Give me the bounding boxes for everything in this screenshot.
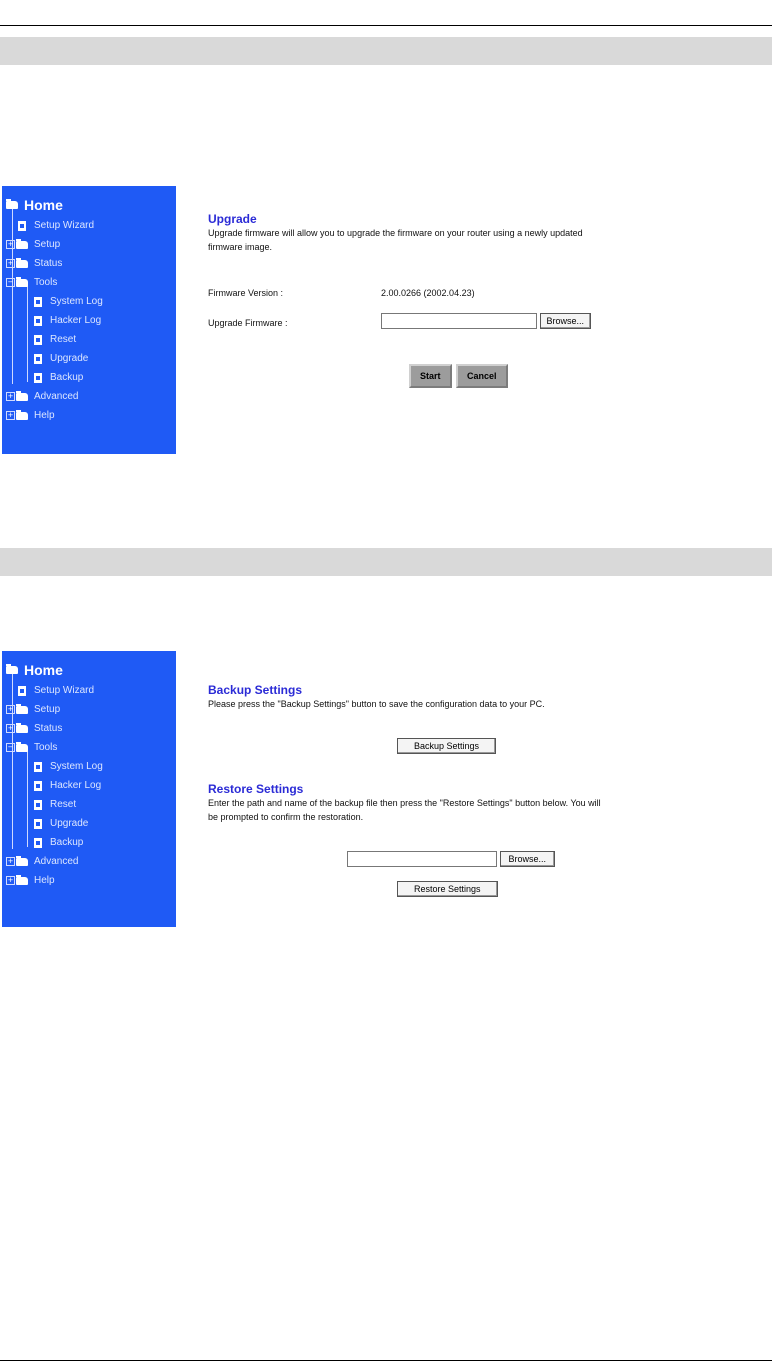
bottom-rule (0, 1360, 772, 1361)
folder-icon (16, 877, 28, 885)
sidebar-item-label: System Log (50, 761, 103, 772)
sidebar-item-label: Reset (50, 799, 77, 810)
expand-plus-icon[interactable]: + (7, 411, 14, 419)
sidebar-item-backup[interactable] (2, 368, 176, 387)
expand-plus-icon[interactable]: + (7, 705, 14, 713)
sidebar-item-status[interactable] (2, 719, 176, 738)
upgrade-file-input[interactable] (381, 313, 537, 329)
upgrade-panel (208, 212, 728, 254)
document-icon (34, 762, 42, 772)
folder-icon (6, 201, 18, 209)
document-icon (34, 335, 42, 345)
sidebar-item-label: Upgrade (50, 353, 89, 364)
sidebar-item-tools[interactable] (2, 738, 176, 757)
collapse-minus-icon[interactable]: − (7, 743, 14, 751)
cancel-button[interactable]: Cancel (456, 364, 508, 388)
sidebar-item-label: Advanced (34, 856, 79, 867)
sidebar-item-backup[interactable] (2, 833, 176, 852)
sidebar-item-label: Upgrade (50, 818, 89, 829)
sidebar-item-upgrade[interactable] (2, 814, 176, 833)
folder-open-icon (16, 744, 28, 752)
sidebar-item-status[interactable] (2, 254, 176, 273)
sidebar-item-label: Setup Wizard (34, 685, 95, 696)
expand-plus-icon[interactable]: + (7, 724, 14, 732)
upgrade-actions (409, 364, 508, 388)
expand-plus-icon[interactable]: + (7, 240, 14, 248)
sidebar-nav-upgrade (2, 186, 176, 454)
firmware-version-label: Firmware Version : (208, 288, 284, 298)
sidebar-item-hacker-log[interactable] (2, 776, 176, 795)
sidebar-item-label: Backup (50, 372, 84, 383)
backup-panel (208, 683, 728, 711)
sidebar-item-setup-wizard[interactable] (2, 216, 176, 235)
folder-icon (16, 260, 28, 268)
sidebar-item-hacker-log[interactable] (2, 311, 176, 330)
sidebar-item-setup[interactable] (2, 700, 176, 719)
sidebar-item-home[interactable] (2, 659, 176, 681)
sidebar-item-label: Setup (34, 239, 61, 250)
restore-description (208, 796, 748, 824)
folder-icon (16, 858, 28, 866)
upgrade-firmware-label: Upgrade Firmware : (208, 318, 288, 328)
sidebar-item-label: Tools (34, 742, 58, 753)
sidebar-item-label: Help (34, 410, 55, 421)
sidebar-item-label: Advanced (34, 391, 79, 402)
collapse-minus-icon[interactable]: − (7, 278, 14, 286)
sidebar-item-setup[interactable] (2, 235, 176, 254)
document-icon (34, 781, 42, 791)
upgrade-heading: Upgrade (208, 212, 257, 226)
sidebar-item-help[interactable] (2, 406, 176, 425)
folder-icon (16, 412, 28, 420)
expand-plus-icon[interactable]: + (7, 857, 14, 865)
folder-icon (16, 725, 28, 733)
sidebar-item-label: Hacker Log (50, 780, 102, 791)
sidebar-item-setup-wizard[interactable] (2, 681, 176, 700)
browse-button[interactable]: Browse... (500, 851, 556, 867)
upgrade-description-line-2: firmware image. (208, 242, 273, 252)
restore-file-input[interactable] (347, 851, 497, 867)
sidebar-item-home[interactable] (2, 194, 176, 216)
folder-open-icon (16, 279, 28, 287)
restore-file-row (347, 851, 555, 867)
document-icon (34, 354, 42, 364)
sidebar-item-reset[interactable] (2, 795, 176, 814)
browse-button[interactable]: Browse... (540, 313, 592, 329)
sidebar-nav-backup (2, 651, 176, 927)
sidebar-item-help[interactable] (2, 871, 176, 890)
backup-settings-button[interactable]: Backup Settings (397, 738, 496, 754)
restore-settings-button[interactable]: Restore Settings (397, 881, 498, 897)
backup-action-row (397, 738, 496, 754)
sidebar-item-advanced[interactable] (2, 852, 176, 871)
sidebar-home-label: Home (24, 662, 63, 678)
expand-plus-icon[interactable]: + (7, 876, 14, 884)
restore-heading: Restore Settings (208, 782, 304, 796)
document-icon (34, 316, 42, 326)
restore-description-line-1: Enter the path and name of the backup file then press the "Restore Settings" button below. You will (208, 798, 601, 808)
document-icon (34, 819, 42, 829)
sidebar-item-label: Backup (50, 837, 84, 848)
backup-heading: Backup Settings (208, 683, 303, 697)
folder-icon (6, 666, 18, 674)
document-icon (34, 800, 42, 810)
sidebar-item-label: Hacker Log (50, 315, 102, 326)
folder-icon (16, 393, 28, 401)
restore-action-row (397, 881, 498, 897)
sidebar-item-label: Tools (34, 277, 58, 288)
expand-plus-icon[interactable]: + (7, 392, 14, 400)
folder-icon (16, 241, 28, 249)
section-band-1 (0, 37, 772, 65)
expand-plus-icon[interactable]: + (7, 259, 14, 267)
folder-icon (16, 706, 28, 714)
sidebar-item-advanced[interactable] (2, 387, 176, 406)
backup-description: Please press the "Backup Settings" button to save the configuration data to your PC. (208, 699, 545, 709)
firmware-version-value: 2.00.0266 (2002.04.23) (381, 288, 475, 298)
section-band-2 (0, 548, 772, 576)
start-button[interactable]: Start (409, 364, 452, 388)
document-icon (18, 221, 26, 231)
sidebar-item-label: Reset (50, 334, 77, 345)
sidebar-item-label: Status (34, 723, 63, 734)
restore-panel (208, 782, 748, 824)
sidebar-item-label: Status (34, 258, 63, 269)
sidebar-item-reset[interactable] (2, 330, 176, 349)
sidebar-item-upgrade[interactable] (2, 349, 176, 368)
sidebar-item-label: Help (34, 875, 55, 886)
document-icon (18, 686, 26, 696)
sidebar-item-tools[interactable] (2, 273, 176, 292)
upgrade-description-line-1: Upgrade firmware will allow you to upgrade the firmware on your router using a newly updated (208, 228, 583, 238)
sidebar-item-label: Setup (34, 704, 61, 715)
sidebar-item-system-log[interactable] (2, 757, 176, 776)
top-rule (0, 25, 772, 26)
restore-description-line-2: be prompted to confirm the restoration. (208, 812, 364, 822)
document-icon (34, 373, 42, 383)
sidebar-item-label: Setup Wizard (34, 220, 95, 231)
upgrade-description (208, 226, 728, 254)
sidebar-item-label: System Log (50, 296, 103, 307)
sidebar-item-system-log[interactable] (2, 292, 176, 311)
upgrade-file-row (381, 313, 591, 329)
sidebar-home-label: Home (24, 197, 63, 213)
document-icon (34, 297, 42, 307)
document-icon (34, 838, 42, 848)
